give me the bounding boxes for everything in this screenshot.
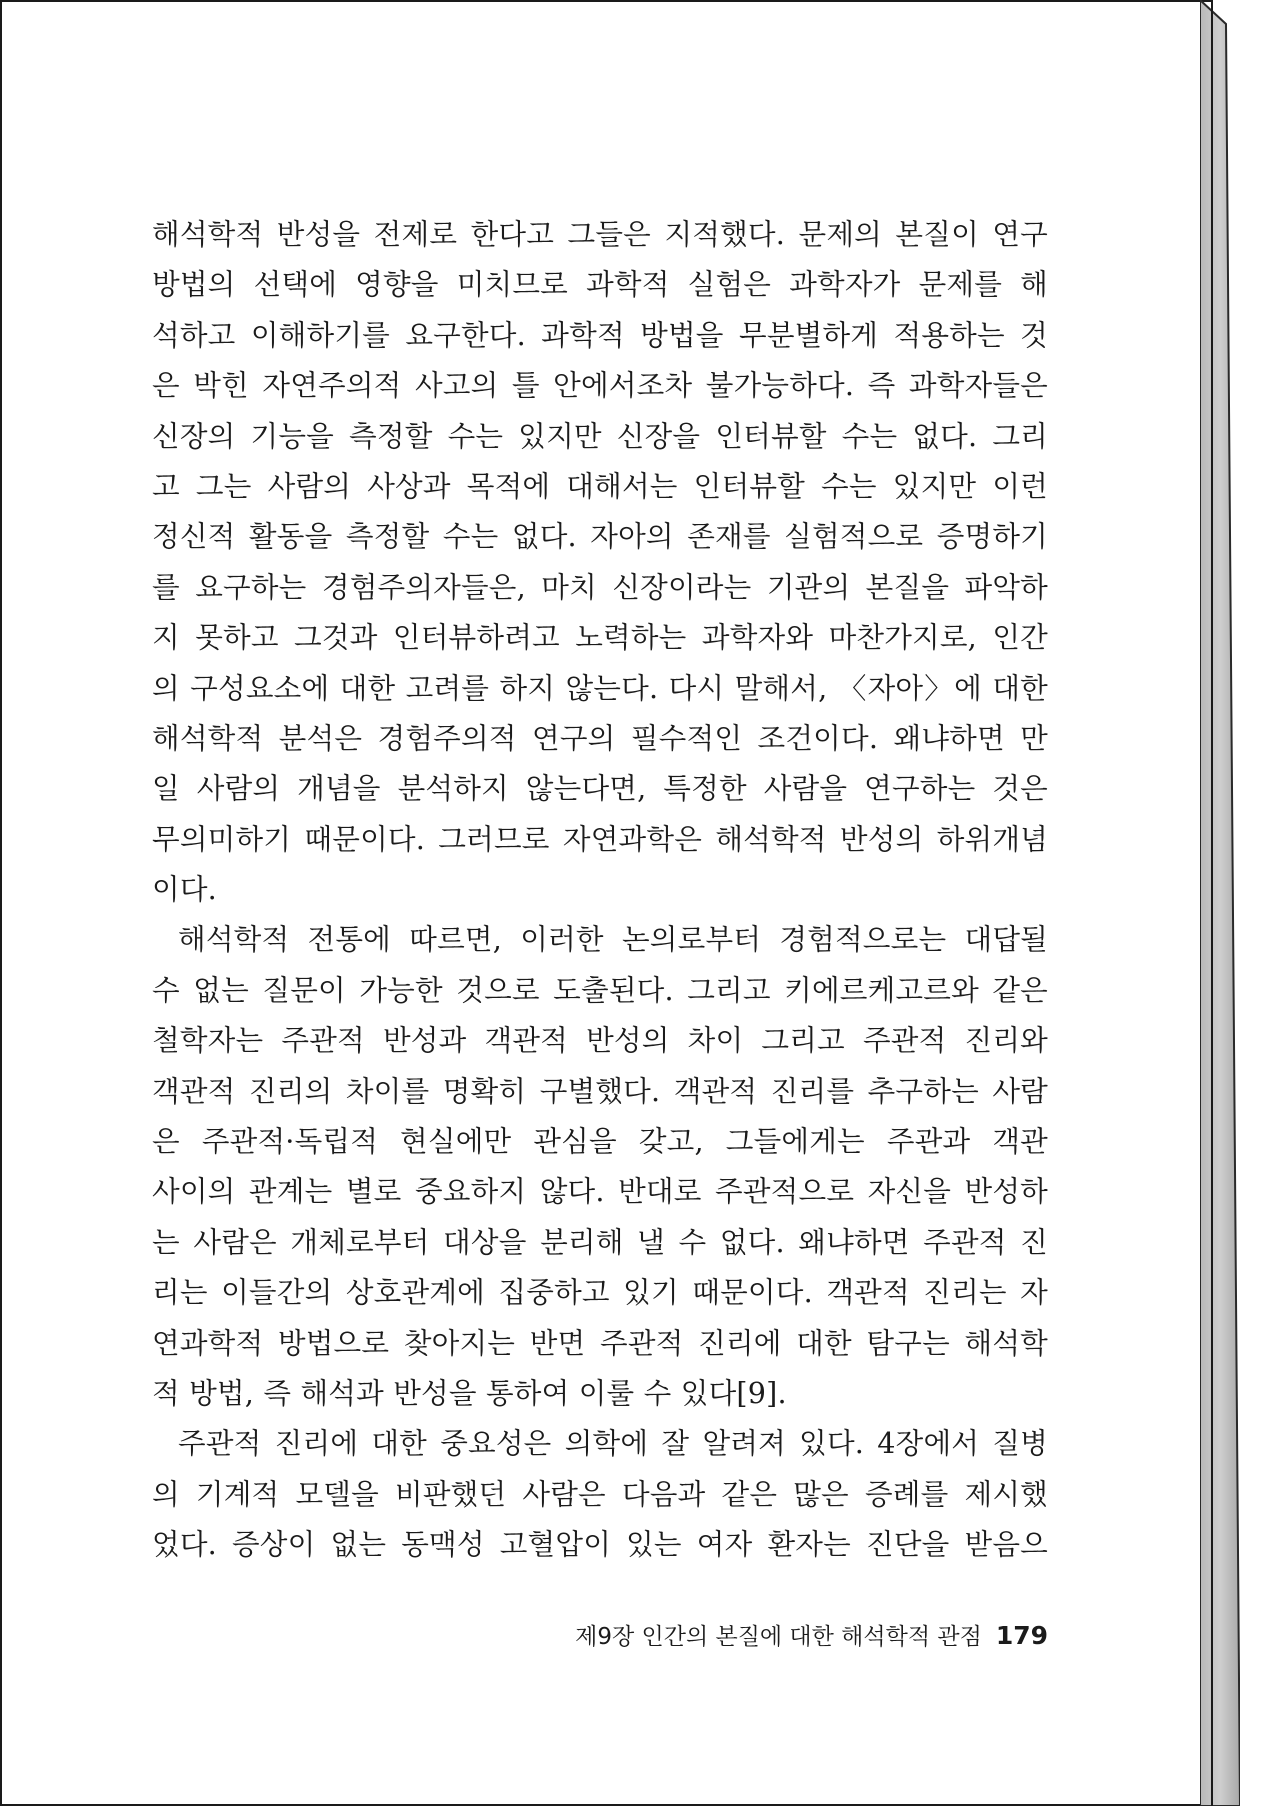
text-line: 수 없는 질문이 가능한 것으로 도출된다. 그리고 키에르케고르와 같은	[152, 972, 1048, 1007]
text-line: 의 구성요소에 대한 고려를 하지 않는다. 다시 말해서, 〈자아〉에 대한	[152, 670, 1048, 705]
page-number: 179	[995, 1621, 1048, 1650]
text-line: 적 방법, 즉 해석과 반성을 통하여 이룰 수 있다[9].	[152, 1375, 787, 1410]
text-line: 리는 이들간의 상호관계에 집중하고 있기 때문이다. 객관적 진리는 자	[152, 1275, 1048, 1310]
text-line: 고 그는 사람의 사상과 목적에 대해서는 인터뷰할 수는 있지만 이런	[152, 468, 1048, 503]
chapter-title: 제9장 인간의 본질에 대한 해석학적 관점	[575, 1624, 982, 1650]
text-line: 이다.	[152, 872, 217, 907]
text-line: 해석학적 반성을 전제로 한다고 그들은 지적했다. 문제의 본질이 연구	[152, 217, 1048, 251]
text-line: 사이의 관계는 별로 중요하지 않다. 반대로 주관적으로 자신을 반성하	[152, 1174, 1048, 1209]
paragraph-first-line: 해석학적 전통에 따르면, 이러한 논의로부터 경험적으로는 대답될	[178, 922, 1048, 957]
text-line: 정신적 활동을 측정할 수는 없다. 자아의 존재를 실험적으로 증명하기	[152, 519, 1048, 554]
text-line: 은 주관적·독립적 현실에만 관심을 갖고, 그들에게는 주관과 객관	[152, 1124, 1048, 1159]
text-line: 었다. 증상이 없는 동맥성 고혈압이 있는 여자 환자는 진단을 받음으	[152, 1527, 1048, 1562]
text-line: 의 기계적 모델을 비판했던 사람은 다음과 같은 많은 증례를 제시했	[152, 1476, 1048, 1511]
page-thickness-edge	[1200, 0, 1240, 1806]
text-line: 지 못하고 그것과 인터뷰하려고 노력하는 과학자와 마찬가지로, 인간	[152, 620, 1048, 655]
text-line: 일 사람의 개념을 분석하지 않는다면, 특정한 사람을 연구하는 것은	[152, 771, 1048, 806]
paragraph-first-line: 주관적 진리에 대한 중요성은 의학에 잘 알려져 있다. 4장에서 질병	[178, 1426, 1048, 1461]
text-line: 철학자는 주관적 반성과 객관적 반성의 차이 그리고 주관적 진리와	[152, 1023, 1048, 1058]
text-line: 신장의 기능을 측정할 수는 있지만 신장을 인터뷰할 수는 없다. 그리	[152, 418, 1048, 453]
text-line: 무의미하기 때문이다. 그러므로 자연과학은 해석학적 반성의 하위개념	[152, 821, 1048, 856]
text-line: 를 요구하는 경험주의자들은, 마치 신장이라는 기관의 본질을 파악하	[152, 569, 1048, 604]
text-line: 연과학적 방법으로 찾아지는 반면 주관적 진리에 대한 탐구는 해석학	[152, 1325, 1048, 1360]
text-line: 해석학적 분석은 경험주의적 연구의 필수적인 조건이다. 왜냐하면 만	[152, 720, 1048, 755]
text-line: 는 사람은 개체로부터 대상을 분리해 낼 수 없다. 왜냐하면 주관적 진	[152, 1224, 1048, 1259]
page-edge-shape	[1200, 0, 1240, 1806]
text-line: 석하고 이해하기를 요구한다. 과학적 방법을 무분별하게 적용하는 것	[152, 317, 1048, 352]
text-line: 은 박힌 자연주의적 사고의 틀 안에서조차 불가능하다. 즉 과학자들은	[152, 368, 1048, 403]
body-text	[152, 209, 1048, 1570]
text-line: 방법의 선택에 영향을 미치므로 과학적 실험은 과학자가 문제를 해	[152, 267, 1048, 302]
text-line: 객관적 진리의 차이를 명확히 구별했다. 객관적 진리를 추구하는 사람	[152, 1073, 1048, 1108]
running-footer	[552, 1618, 1048, 1651]
